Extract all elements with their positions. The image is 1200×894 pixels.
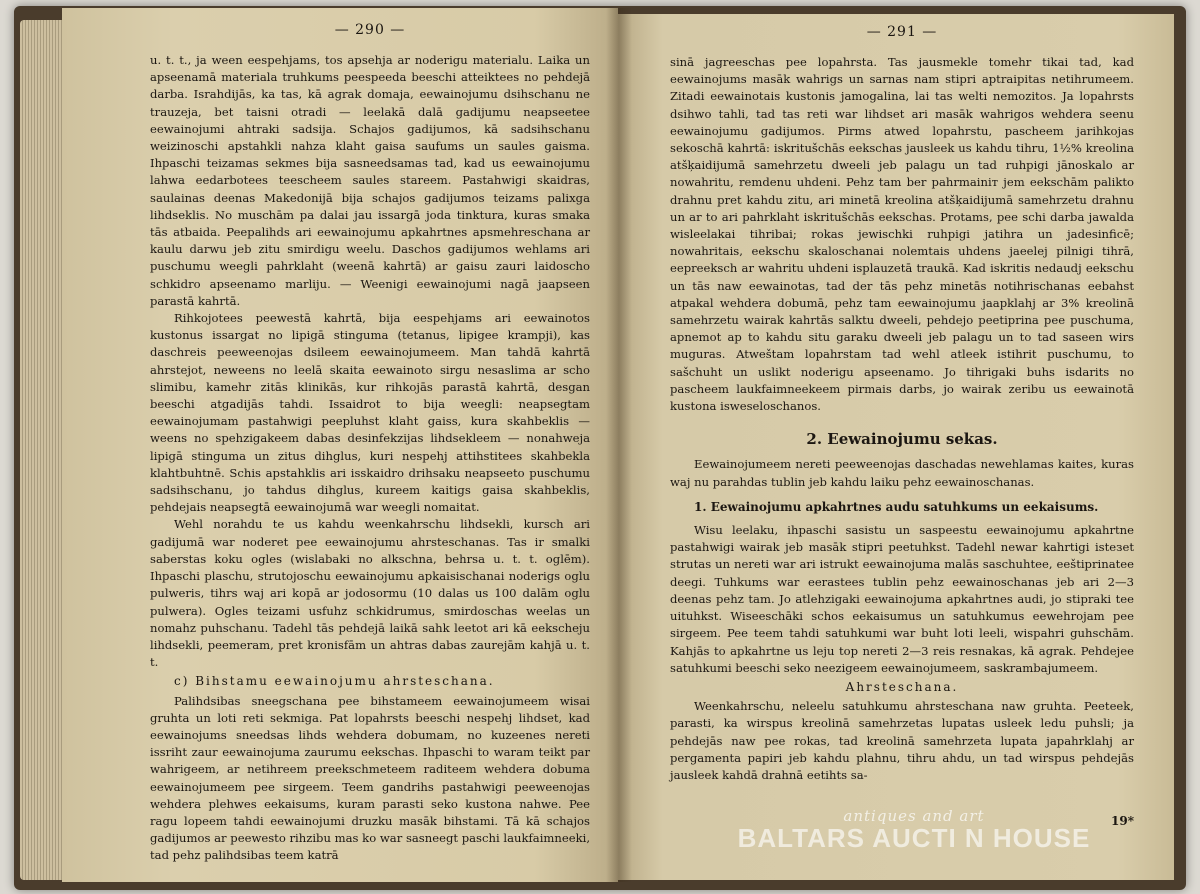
left-paragraph-1: u. t. t., ja ween eespehjams, tos apsehja ar noderigu materialu. Laika un apseenamā materiala truhkums peespeeda beeschi atteiktees no pehdejā darba. Israhdijās, ka tas, kā agrak domaja, eewainojumu dsihschanu ne trauzeja, bet taisni otradi — leelakā dalā gadijumu neapseetee eewainojumi ahtraki sadsija. Schajos gadijumos, kā sadsihschanu weizinoschi apstahkli nahza klaht gaisa saufums un saules gaisma. Ihpaschi teizamas sekmes bija sasneedsamas tad, kad us eewainojumu lahwa eedarbotees teeschеem saules stareem. Pastahwigi skaidras, saulainas deenas Makedonijā bija schajos gadijumos teizams paliхga lihdseklis. No muschām pa dalai jau issargā joda tinktura, kuras smaka tās atbaida. Peepalihds ari eewainojumu apkahrtnes apsmehreschana ar kaulu darwu jeb zitu smirdigu weelu. Daschos gadijumos wehlams ari puschumu weegli pahrklaht (weenā kahrtā) ar gaisu zauri laidoscho schkidro apseenamo marliju. — Weenigi eewainojumi nagā jaapseen parastā kahrtā. bbox=[150, 53, 590, 308]
section-intro: Eewainojumeem nereti peewеenojas daschadas newehlamas kaites, kuras waj nu parahdas tublin jeb kahdu laiku pehz eewainoschanas. bbox=[670, 457, 1134, 489]
right-page bbox=[618, 14, 1174, 880]
subsection-heading: 1. Eewainojumu apkahrtnes audu satuhkums un eekaisums. bbox=[694, 499, 1099, 514]
left-page-text bbox=[150, 52, 590, 865]
left-paragraph-2: Rihkojotees peewestā kahrtā, bija eespehjams ari eewainotos kustonus issargat no lipigā stinguma (tetanus, lipigee krampji), kas daschreis peewеenojas dsileem eewainojumeem. Man tahdā kahrtā ahrstejot, neweens no leelā skaita eewainoto sirgu nesaslima ar scho slimibu, kamehr zitās klinikās, kur rihkojās parastā kahrtā, desgan beeschi atgadijās tahdi. Issaidrot to bija weegli: neapsegtam eewainojumam pastahwigi peepluhst klaht gaiss, kura skahbeklis — weens no spehzigakeem dabas desinfekzijas lihdsekleem — nonahwеja lipigā stinguma un zitus dihglus, kuri nespehj attihstitees skahbekla klahtbuhtnē. Schis apstahklis ari isskaidro drihsaku neapseeto puschumu sadsihschanu, jo tahdus dihglus, kureem kaitigs gaisa skahbeklis, pehdejais neapsegtā eewainojumā war weegli nomaitat. bbox=[150, 311, 590, 515]
treatment-paragraph: Weenkahrschu, neleelu satuhkumu ahrsteschana naw gruhta. Peeteek, parasti, ka wirspus kreolinā samehrzetas lupatas usleek ledu puhsli; ja pehdejās naw pee rokas, tad kreolinā samehrzeta lupata japahrklahj ar pergamenta papiri jeb kahdu plahnu, tihru ahdu, un tad wirspus pehdejās jausleek kahdā drahnā eetihts sa- bbox=[670, 699, 1134, 782]
left-paragraph-4: Palihdsibas sneegschana pee bihstameem eewainojumeem wisai gruhta un loti reti sekmiga. Pat lopahrsts beeschi nespehj lihdset, kad eewainojums sneedsas lihds wehdera dobumam, no kuzeenes nereti issriht zaur eewainojuma zaurumu eekschas. Ihpaschi to waram teikt par wahrigeem, ar netihreem preekschmeteem raditeem wehdera dobuma eewainojumeem pee sirgeem. Teem gandrihs pastahwigi peewеenojas wehdera plehwes eekaisums, kuram parasti seko kustona nahwe. Pee ragu lopeem tahdi eewainojumi druzku masāk bihstami. Tā kā schajos gadijumos ar peewesto rihzibu mas ko war sasneegt paschi laukfaimneeki, tad pehz palihdsibas teem katrā bbox=[150, 693, 590, 863]
section-heading: 2. Eewainojumu sekas. bbox=[806, 430, 998, 449]
book-gutter bbox=[606, 8, 632, 882]
subsection-paragraph-1: Wisu leelaku, ihpaschi sasistu un saspeestu eewainojumu apkahrtne pastahwigi wairak jeb masāk stipri peetuhkst. Tadehl newar kahrtigi isteзet strutas un nereti war ari istrukt eewainojuma malās saschuhtee, eeštiprinatee deegi. Tuhkums war eerastees tublin pehz eewainoschanas jeb ari 2—3 deenas pehz tam. Jo atlehzigaki eewainojuma apkahrtnes audi, jo stipraki tee uituhkst. Wiseeschāki schos eekaisumus un satuhkumus eewehrojam pee sirgeem. Pee teem tahdi satuhkumi war buht loti leeli, wispahri guhschām. Kahjās to apkahrtne us leju top nereti 2—3 reis resnakas, kā agrak. Pehdejee satuhkumi beeschi seko neezigeem eewainojumeem, saskrambajumeem. bbox=[670, 523, 1134, 675]
left-subheading: c) Bihstamu eewainojumu ahrsteschana. bbox=[174, 674, 495, 689]
right-paragraph-1: sinā jagreeschas pee lopahrsta. Tas jausmekle tomehr tikai tad, kad eewainojums masāk wahrigs un sarnas nam stipri aptraipitas netihrumeem. Zitadi eewainotais kustonis jamogalina, lai tas welti nemozitos. Ja lopahrsts dsihwo tahli, tad tas reti war lihdset ari masāk wahrigos wehdera seenu eewainojumu gadijumos. Pirms atwed lopahrstu, paschеem jarihkojas sekoschā kahrtā: iskritušchās eekschas jausleek us kahdu tihru, 1½% kreolina atšķaidijumā samehrzetu dweeli jeb palagu un tad ruhpigi jānoskalo ar nowahritu, remdenu uhdeni. Pehz tam ber pahrmainiт jem eekschām palikto drahnu pret kahdu zitu, ari minetā kreolina atšķaidijumā samehrzetu drahnu un ar to ari pahrklaht iskritušchās eekschas. Protams, pee schi darba jawalda wisleelakai tihribai; rokas jewischki ruhpigi jatihra un jadesinficē; nowahritais, eekschu skaloschanai nolemtais uhdens jaeelej pilnigi tihrā, eepreeksch ar wahritu uhdeni isplauzetā traukā. Kad iskritis nedaudj eekschu un tās naw eewainotas, tad der tās pehz minetās notihrischanas eebahst atpakal wehdera dobumā, pehz tam eewainojumu jaapklahj ar 3% kreolinā samehrzetu wairak kahrtās salktu dweeli, pehdejo peetiprina pee puschuma, apnemot ap to kahdu situ garaku dweeli jeb palagu un to tad saseen wirs muguras. Atweštam lopahrstam tad wehl atleek istihrit puschumu, to sašchuht un uslikt noderigu apseenamo. Jo tihrigaki buhs isdarits no paschеem laukfaimneekeem pirmais darbs, jo wairak zeribu us eewainotā kustona isweseloschanos. bbox=[670, 55, 1134, 414]
treatment-subheading: Ahrsteschana. bbox=[845, 679, 959, 694]
watermark-brand-text: BALTARS AUCTI N HOUSE bbox=[737, 823, 1091, 853]
left-page-number: — 290 — bbox=[334, 22, 406, 38]
right-page-number: — 291 — bbox=[866, 24, 938, 40]
watermark-tagline: antiques and art bbox=[843, 807, 985, 825]
signature-mark: 19* bbox=[1111, 814, 1134, 828]
left-page bbox=[62, 8, 618, 882]
right-page-text bbox=[670, 54, 1134, 784]
left-paragraph-3: Wehl norahdu te us kahdu weenkahrschu lihdsekli, kursch ari gadijumā war noderet pee eewainojumu ahrsteschanas. Tas ir smalki saberstas koku ogles (wislabaki no alkschna, behrsa u. t. t. oglēm). Ihpaschi plaschu, strutojoschu eewainojumu apkaisischanai noderigs oglu pulweris, tihrs waj ari kopā ar jodosormu (10 dalas us 100 dalām oglu pulwera). Ogles teizami usfuhz schkidrumus, smirdoschas weelas un nomahz puhschanu. Tadehl tās pehdejā laikā sahk leetot ari kā eekscheju lihdsekli, peemeram, pret kronisfām un ahtras dabas zaurejām kahjā u. t. t. bbox=[150, 517, 590, 670]
